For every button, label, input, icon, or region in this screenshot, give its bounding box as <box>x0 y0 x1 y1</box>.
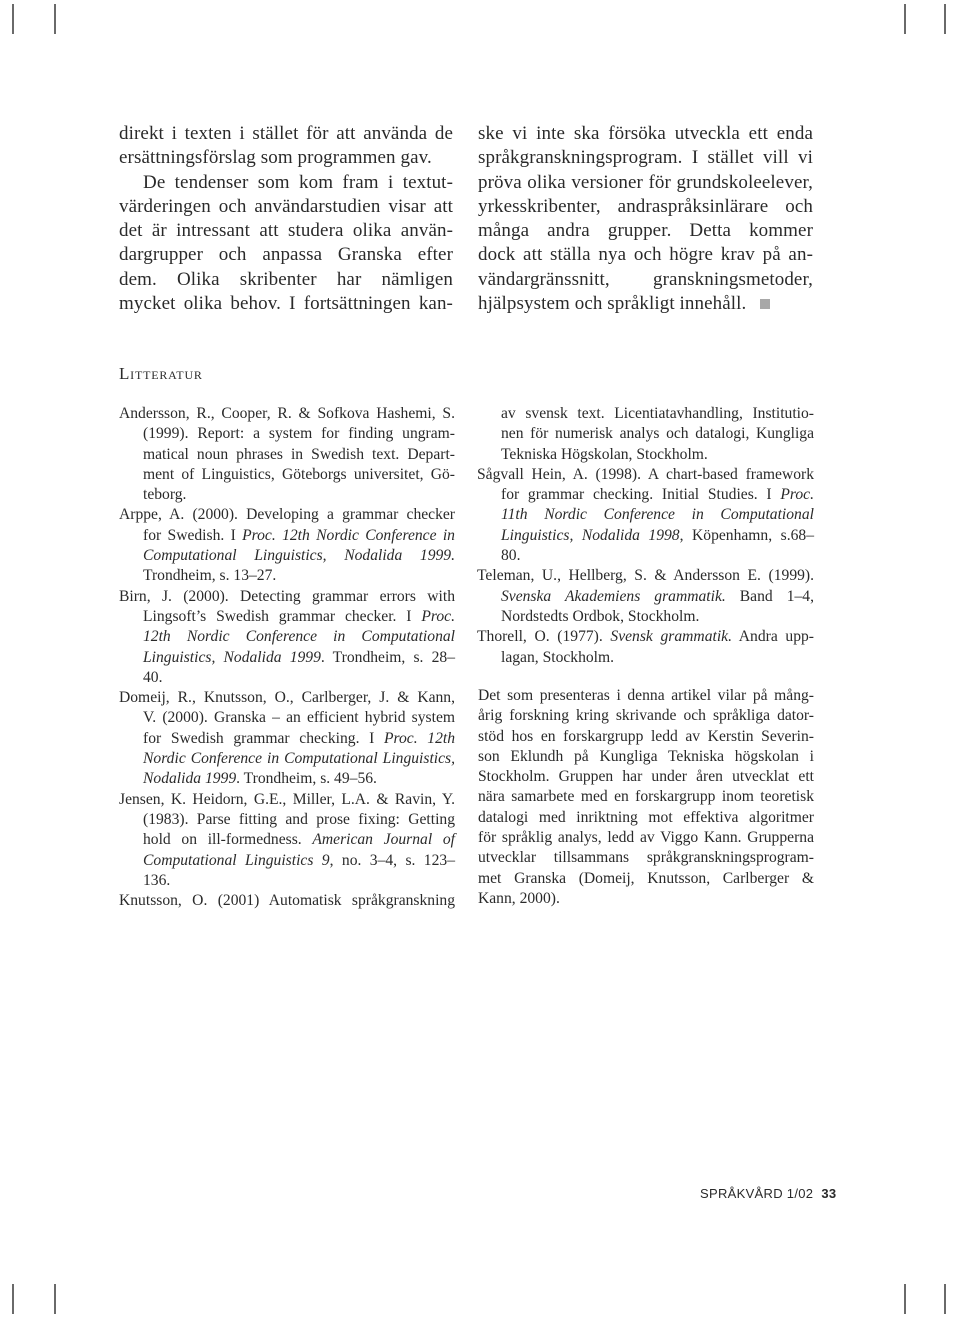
reference-text: for Swedish. I <box>143 526 243 544</box>
about-line: utvecklar tillsammans språkgranskningsprogram- <box>478 849 814 867</box>
reference-line: (1983). Parse fitting and prose fixing: Getting <box>143 810 455 828</box>
reference-line: (1999). Report: a system for finding ungram- <box>143 425 455 443</box>
about-line: nära samarbete med en forskargrupp inom teoretisk <box>478 788 814 806</box>
reference-line: 40. <box>143 668 163 686</box>
journal-name: SPRÅKVÅRD 1/02 <box>700 1186 814 1201</box>
end-of-article-mark-icon <box>760 299 770 309</box>
reference-title: American Journal of <box>312 831 455 849</box>
reference-line <box>119 749 455 769</box>
reference-title: Proc. 12th Nordic Conference in <box>242 526 455 544</box>
reference-line <box>477 627 814 647</box>
reference-text: Lingsoft’s Swedish grammar checker. I <box>143 607 422 625</box>
body-line: värderingen och användarstudien visar att <box>119 195 453 217</box>
reference-title: Computational Linguistics, Nodalida 1999. <box>143 547 455 565</box>
reference-line: ment of Linguistics, Göteborgs universitet, Gö- <box>143 465 455 483</box>
body-line: ske vi inte ska försöka utveckla ett enda <box>478 123 813 144</box>
crop-mark <box>904 1284 906 1314</box>
reference-title: Proc. <box>421 607 455 625</box>
crop-mark <box>54 4 56 34</box>
reference-title: Computational Linguistics 9 <box>143 851 330 869</box>
reference-line: matical noun phrases in Swedish text. Depart- <box>143 445 455 463</box>
crop-mark <box>904 4 906 34</box>
reference-title: Proc. <box>780 486 814 504</box>
reference-text: , no. 3–4, s. 123– <box>329 851 455 869</box>
reference-line <box>119 627 455 647</box>
body-column-right <box>478 122 813 316</box>
body-line: det är intressant att studera olika använ- <box>119 220 453 242</box>
reference-line: V. (2000). Granska – an efficient hybrid system <box>143 709 455 727</box>
reference-line <box>119 648 455 668</box>
body-line: dargrupper och anpassa Granska efter <box>119 244 453 266</box>
reference-line: 136. <box>143 871 171 889</box>
crop-mark <box>12 1284 14 1314</box>
reference-line <box>119 769 455 789</box>
reference-text: Andra upp- <box>731 628 814 646</box>
reference-line: Teleman, U., Hellberg, S. & Andersson E. (1999). <box>477 567 814 585</box>
body-line: ersättningsförslag som programmen gav. <box>119 147 432 169</box>
reference-title: Linguistics, Nodalida 1998 <box>501 526 680 544</box>
about-line: Kann, 2000). <box>478 889 560 907</box>
reference-text: for Swedish grammar checking. I <box>143 729 384 747</box>
body-line: dem. Olika skribenter har nämligen <box>119 268 453 290</box>
reference-line: av svensk text. Licentiatavhandling, Institutio- <box>501 405 814 422</box>
body-line <box>478 292 813 316</box>
reference-line <box>119 607 455 627</box>
body-line: språkgranskningsprogram. I stället vill vi <box>478 147 813 169</box>
body-line: direkt i texten i stället för att använda de <box>119 123 453 144</box>
reference-text: . Trondheim, s. 49–56. <box>236 770 377 788</box>
body-line: mycket olika behov. I fortsättningen kan- <box>119 293 453 315</box>
body-line: dock att ställa nya och högre krav på an- <box>478 244 813 266</box>
about-line: met Granska (Domeij, Knutsson, Carlberger & <box>478 869 814 887</box>
reference-line <box>119 546 455 566</box>
reference-line: Nordstedts Ordbok, Stockholm. <box>501 607 700 625</box>
reference-line: Jensen, K. Heidorn, G.E., Miller, L.A. & Ravin, Y. <box>119 790 455 808</box>
body-line: många andra grupper. Detta kommer <box>478 220 813 242</box>
body-line-text: hjälpsystem och språkligt innehåll. <box>478 293 747 315</box>
about-line: för språklig analys, ledd av Viggo Kann. Grupperna <box>478 829 814 847</box>
reference-line <box>119 729 455 749</box>
reference-title: Linguistics, Nodalida 1999 <box>143 648 321 666</box>
about-line: stöd hos en forskargrupp ledd av Kerstin Severin- <box>478 727 814 745</box>
about-line: datalogi med inriktning mot effektiva algoritmer <box>478 808 814 826</box>
reference-line <box>119 526 455 546</box>
reference-line <box>119 830 455 850</box>
about-research-paragraph <box>478 686 814 909</box>
crop-mark <box>944 4 946 34</box>
reference-text: hold on ill-formedness. <box>143 831 313 849</box>
crop-mark <box>12 4 14 34</box>
reference-line: nen för numerisk analys och datalogi, Kungliga <box>501 425 814 443</box>
reference-line: Arppe, A. (2000). Developing a grammar checker <box>119 506 455 524</box>
body-line: pröva olika versioner för grundskoleelever, <box>478 171 813 193</box>
reference-line: Sågvall Hein, A. (1998). A chart-based framework <box>477 465 814 483</box>
reference-line <box>477 587 814 607</box>
reference-title: Nodalida 1999 <box>143 770 237 788</box>
reference-text: Band 1–4, <box>725 587 814 605</box>
reference-title: 12th Nordic Conference in Computational <box>143 628 455 646</box>
body-line: yrkesskribenter, andraspråksinlärare och <box>478 195 813 217</box>
reference-line: teborg. <box>143 486 187 504</box>
body-column-left <box>119 122 453 316</box>
reference-title: Svensk grammatik. <box>610 628 732 646</box>
reference-text: for grammar checking. Initial Studies. I <box>501 486 781 504</box>
reference-line: Birn, J. (2000). Detecting grammar errors with <box>119 587 455 605</box>
crop-mark <box>944 1284 946 1314</box>
reference-line: Trondheim, s. 13–27. <box>143 567 277 585</box>
reference-text: . Trondheim, s. 28– <box>320 648 455 666</box>
reference-line: lagan, Stockholm. <box>501 648 615 666</box>
reference-line <box>477 485 814 505</box>
reference-title: Svenska Akademiens grammatik. <box>501 587 726 605</box>
reference-line <box>477 505 814 525</box>
page-number: 33 <box>821 1186 837 1201</box>
reference-line <box>477 526 814 546</box>
about-line: Det som presenteras i denna artikel vilar på mång- <box>478 687 814 704</box>
body-line: De tendenser som kom fram i textut- <box>143 171 453 193</box>
crop-mark <box>54 1284 56 1314</box>
reference-title: Proc. 12th <box>383 729 455 747</box>
section-heading-litteratur: Litteratur <box>119 364 203 383</box>
body-line: vändargränssnitt, granskningsmetoder, <box>478 268 813 290</box>
about-line: Stockholm. Gruppen har under åren utvecklat ett <box>478 768 814 786</box>
reference-line: Domeij, R., Knutsson, O., Carlberger, J. & Kann, <box>119 689 455 707</box>
reference-title: 11th Nordic Conference in Computational <box>501 506 814 524</box>
about-line: årig forskning kring skrivande och språkliga dator- <box>478 707 814 725</box>
reference-line: 80. <box>501 547 521 565</box>
reference-title: Nordic Conference in Computational Linguistics, <box>143 750 455 768</box>
references-column-right <box>477 404 814 668</box>
reference-line: Andersson, R., Cooper, R. & Sofkova Hashemi, S. <box>119 405 455 422</box>
reference-text: , Köpenhamn, s.68– <box>679 526 814 544</box>
reference-line: Tekniska Högskolan, Stockholm. <box>501 445 708 463</box>
reference-line <box>119 851 455 871</box>
page-footer <box>700 1186 836 1201</box>
about-line: son Eklundh på Kungliga Tekniska högskolan i <box>478 747 814 765</box>
reference-text: Thorell, O. (1977). <box>477 628 611 646</box>
reference-line: Knutsson, O. (2001) Automatisk språkgranskning <box>119 892 455 910</box>
references-column-left <box>119 404 455 911</box>
